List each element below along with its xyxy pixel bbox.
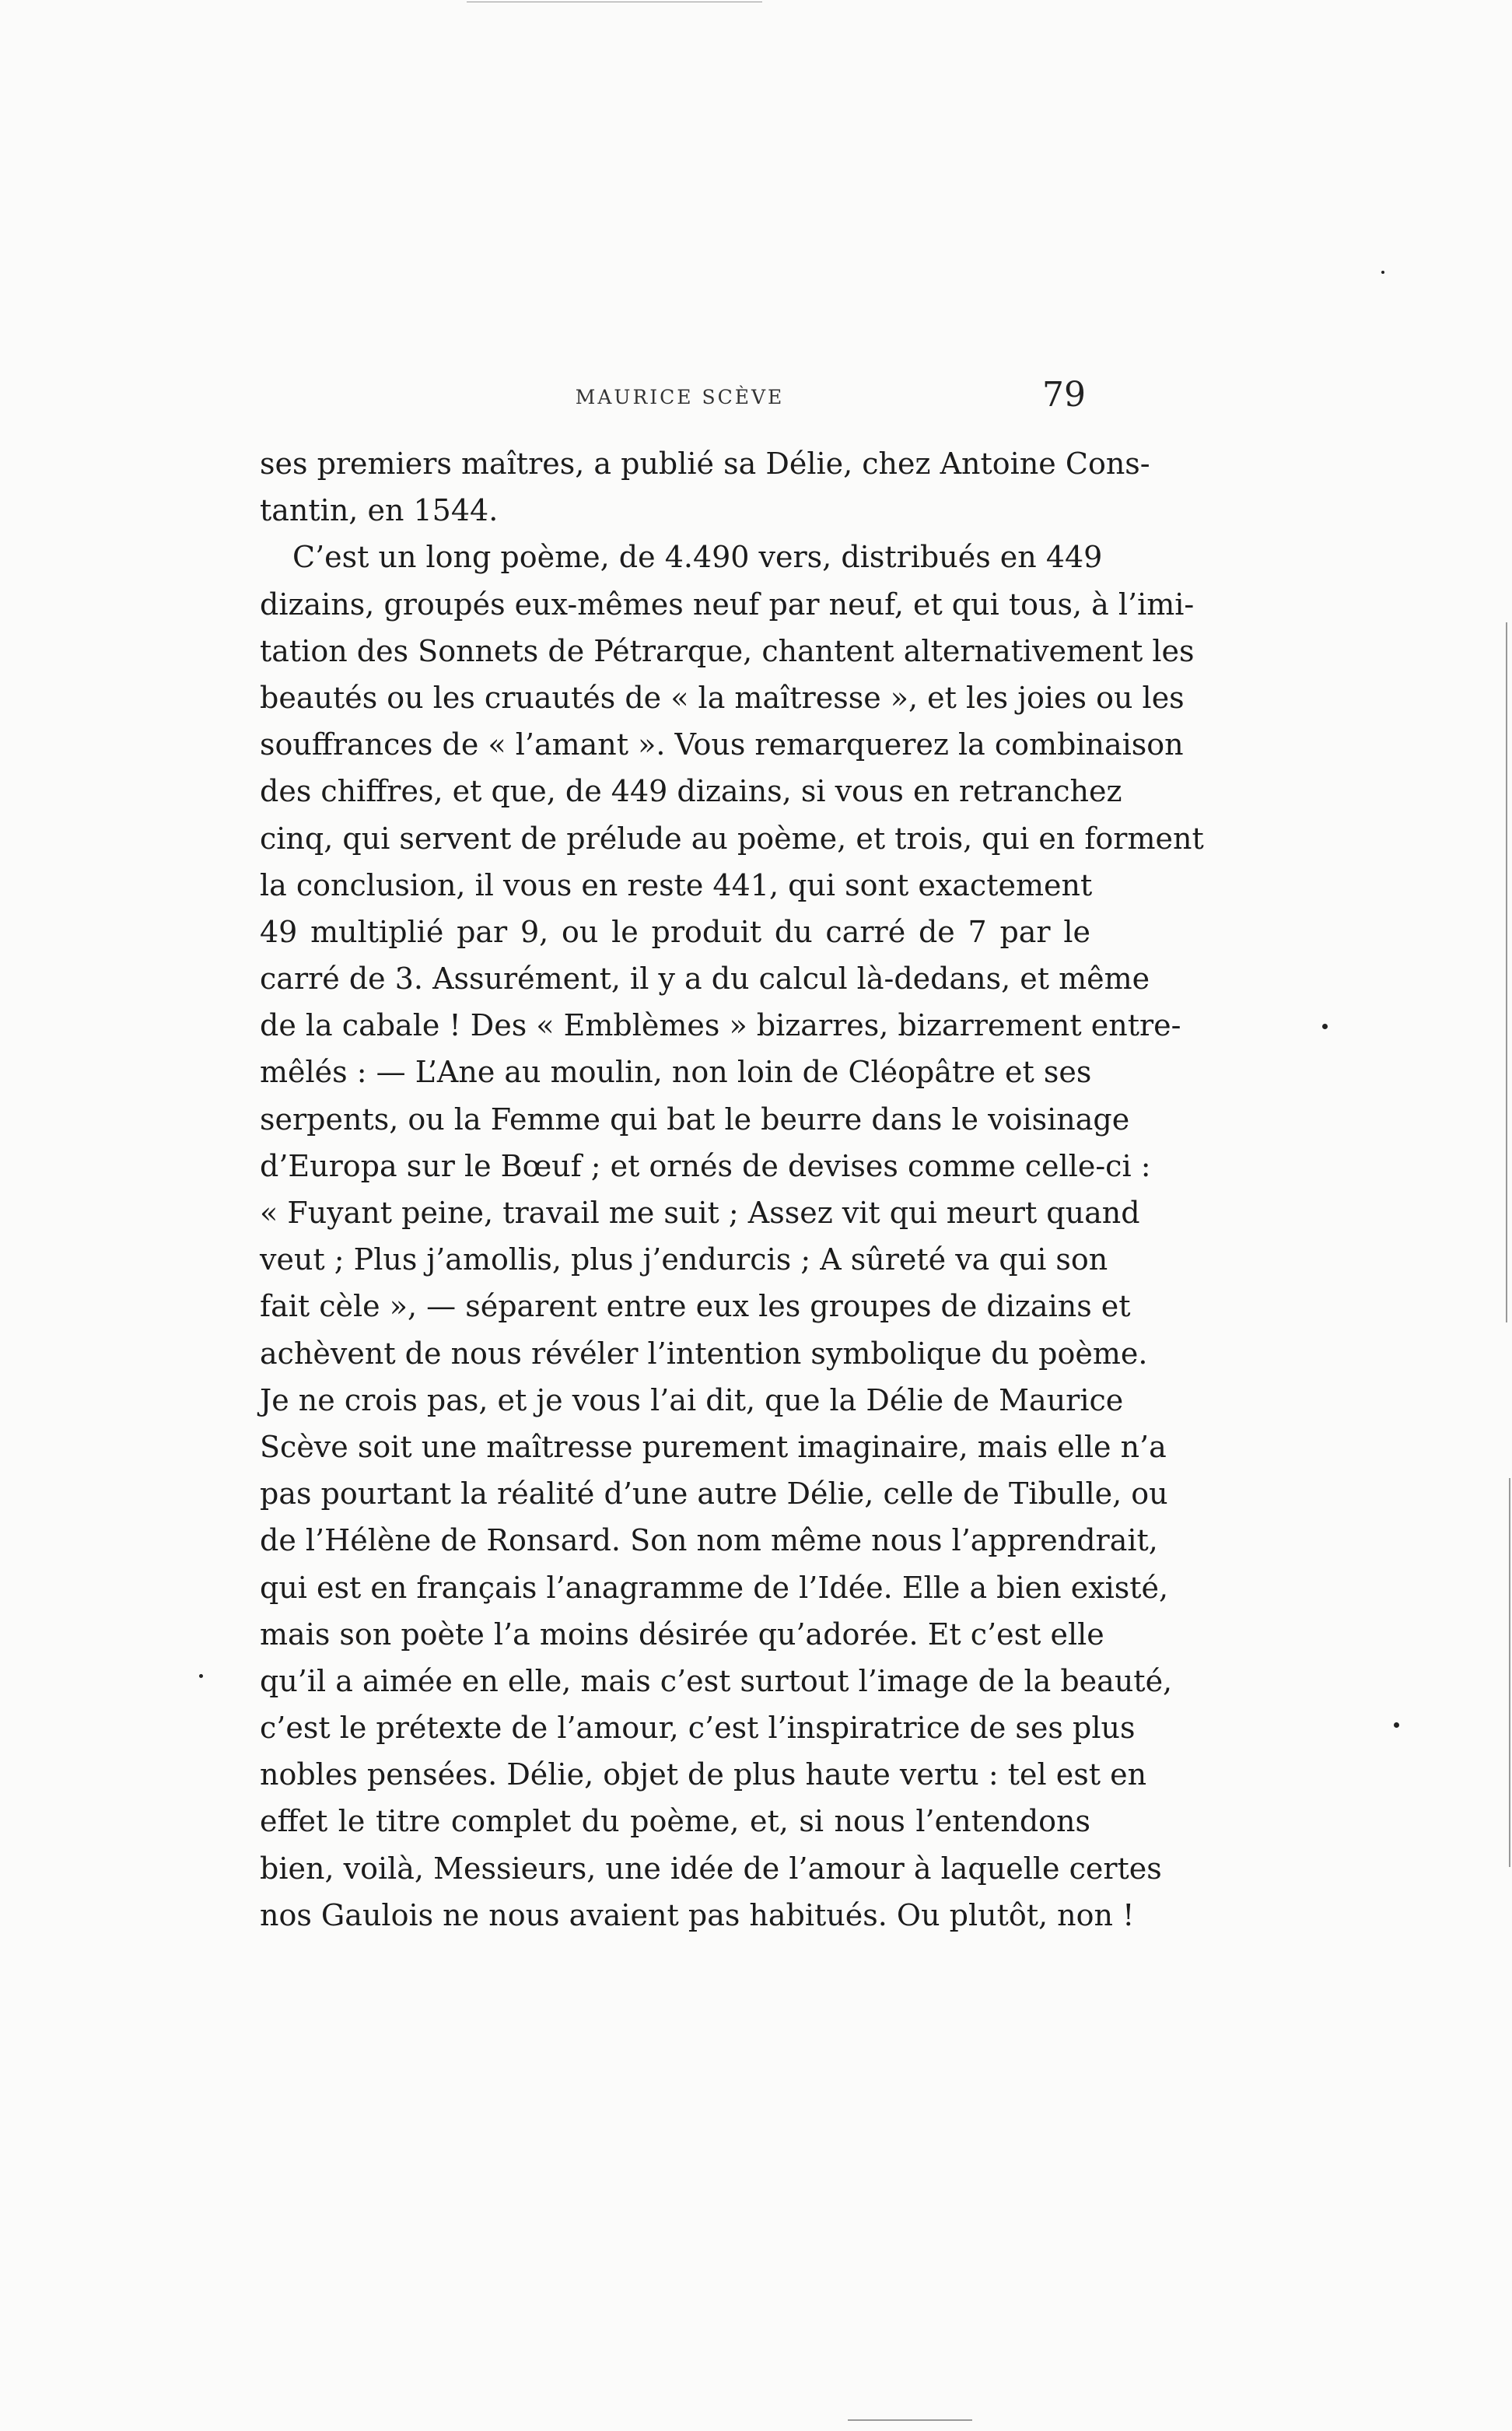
- scan-speck: [1322, 1024, 1328, 1029]
- text-line: C’est un long poème, de 4.490 vers, distribués en 449: [292, 540, 1103, 575]
- text-line: de l’Hélène de Ronsard. Son nom même nous l’apprendrait,: [260, 1523, 1158, 1558]
- text-line: bien, voilà, Messieurs, une idée de l’amour à laquelle certes: [260, 1851, 1162, 1886]
- text-line: c’est le prétexte de l’amour, c’est l’inspiratrice de ses plus: [260, 1711, 1136, 1746]
- body-text: [260, 440, 1204, 1939]
- text-line: cinq, qui servent de prélude au poème, et trois, qui en forment: [260, 821, 1204, 856]
- scan-speck: [1381, 271, 1384, 274]
- text-line: nobles pensées. Délie, objet de plus haute vertu : tel est en: [260, 1757, 1147, 1792]
- text-line: mais son poète l’a moins désirée qu’adorée. Et c’est elle: [260, 1617, 1104, 1652]
- text-line: ses premiers maîtres, a publié sa Délie, chez Antoine Cons-: [260, 447, 1150, 481]
- text-line: effet le titre complet du poème, et, si nous l’entendons: [260, 1804, 1090, 1839]
- text-line: de la cabale ! Des « Emblèmes » bizarres, bizarrement entre-: [260, 1008, 1181, 1043]
- text-line: nos Gaulois ne nous avaient pas habitués. Ou plutôt, non !: [260, 1897, 1135, 1932]
- text-line: achèvent de nous révéler l’intention symbolique du poème.: [260, 1336, 1148, 1371]
- text-line: souffrances de « l’amant ». Vous remarquerez la combinaison: [260, 727, 1184, 762]
- text-line: qu’il a aimée en elle, mais c’est surtout l’image de la beauté,: [260, 1663, 1173, 1698]
- running-title: MAURICE SCÈVE: [575, 386, 785, 408]
- text-line: carré de 3. Assurément, il y a du calcul là-dedans, et même: [260, 962, 1150, 997]
- text-line: « Fuyant peine, travail me suit ; Assez vit qui meurt quand: [260, 1196, 1140, 1230]
- text-line: tantin, en 1544.: [260, 493, 499, 528]
- page-header: [260, 375, 1100, 422]
- scan-edge-line: [1509, 1478, 1510, 1867]
- text-line: Scève soit une maîtresse purement imaginaire, mais elle n’a: [260, 1429, 1167, 1464]
- text-line: mêlés : — L’Ane au moulin, non loin de Cléopâtre et ses: [260, 1055, 1092, 1090]
- text-line: beautés ou les cruautés de « la maîtresse », et les joies ou les: [260, 680, 1185, 715]
- scan-edge-line: [1506, 622, 1507, 1322]
- text-line: qui est en français l’anagramme de l’Idée. Elle a bien existé,: [260, 1570, 1169, 1605]
- text-line: d’Europa sur le Bœuf ; et ornés de devises comme celle-ci :: [260, 1148, 1151, 1183]
- text-line: veut ; Plus j’amollis, plus j’endurcis ; A sûreté va qui son: [260, 1242, 1108, 1277]
- text-line: tation des Sonnets de Pétrarque, chantent alternativement les: [260, 633, 1195, 668]
- text-line: la conclusion, il vous en reste 441, qui sont exactement: [260, 867, 1093, 902]
- text-line: dizains, groupés eux-mêmes neuf par neuf, et qui tous, à l’imi-: [260, 587, 1195, 622]
- scan-speck: [1394, 1722, 1399, 1728]
- text-line: 49 multiplié par 9, ou le produit du carré de 7 par le: [260, 914, 1090, 949]
- text-line: pas pourtant la réalité d’une autre Délie, celle de Tibulle, ou: [260, 1476, 1168, 1511]
- page-number: 79: [1042, 375, 1086, 415]
- scan-bottom-line: [848, 2419, 972, 2421]
- text-line: fait cèle », — séparent entre eux les groupes de dizains et: [260, 1289, 1131, 1324]
- scan-speck: [199, 1674, 203, 1678]
- text-line: serpents, ou la Femme qui bat le beurre dans le voisinage: [260, 1102, 1130, 1137]
- text-line: Je ne crois pas, et je vous l’ai dit, que la Délie de Maurice: [260, 1382, 1124, 1417]
- text-line: des chiffres, et que, de 449 dizains, si vous en retranchez: [260, 774, 1122, 809]
